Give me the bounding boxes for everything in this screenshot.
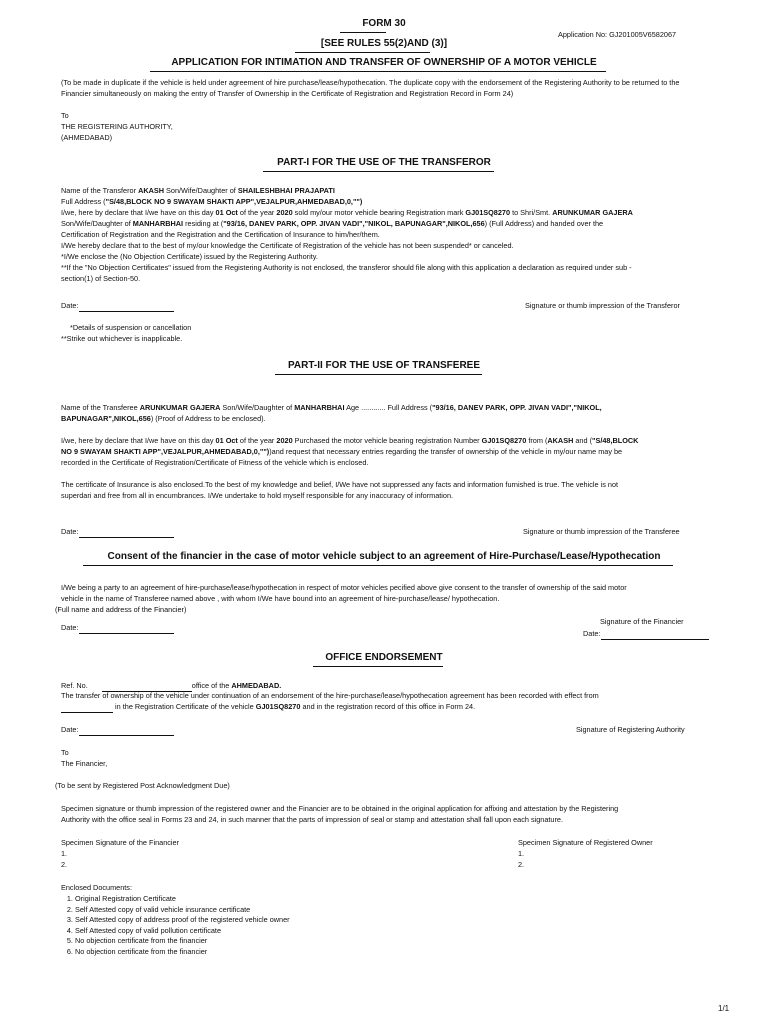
enclosed-item: 2. Self Attested copy of valid vehicle insurance certificate [75, 905, 290, 916]
registering-authority: THE REGISTERING AUTHORITY, [61, 122, 173, 131]
registered-post-note: (To be sent by Registered Post Acknowledgment Due) [55, 781, 230, 790]
application-number: Application No: GJ201005V6582067 [558, 30, 677, 39]
part2-heading: PART-II FOR THE USE OF TRANSFEREE [287, 360, 481, 371]
enclosed-item: 5. No objection certificate from the financier [75, 936, 290, 947]
part1-date: Date: [61, 301, 174, 312]
financier-date2-blank[interactable] [601, 631, 709, 640]
form-title: APPLICATION FOR INTIMATION AND TRANSFER OF OWNERSHIP OF A MOTOR VEHICLE [171, 57, 597, 68]
office-signature-label: Signature of Registering Authority [576, 725, 685, 734]
part2-recorded-line: recorded in the Certificate of Registration/Certificate of Fitness of the vehicle which is enclosed. [61, 458, 369, 467]
part1-address-line: Full Address ("S/48,BLOCK NO 9 SWAYAM SHAKTI APP",VEJALPUR,AHMEDABAD,0,"") [61, 197, 363, 206]
part1-suspension-line: I/We hereby declare that to the best of my/our knowledge the Certificate of Registration of the vehicle has not been suspended* or canceled. [61, 241, 514, 250]
part2-declaration-line: I/we, here by declare that I/we have on this day 01 Oct of the year 2020 Purchased the motor vehicle bearing registration Number GJ01SQ8270 from (AKASH and ("S/48,BLOCK [61, 436, 639, 445]
office-ref-line: Ref. No. office of the AHMEDABAD. [61, 681, 282, 690]
financier-heading-underline [83, 565, 673, 566]
part1-transferor-line: Name of the Transferor AKASH Son/Wife/Daughter of SHAILESHBHAI PRAJAPATI [61, 186, 335, 195]
part1-heading-underline [263, 171, 494, 172]
financier-heading: Consent of the financier in the case of motor vehicle subject to an agreement of Hire-Purchase/Lease/Hypothecation [107, 551, 661, 562]
rules-underline [295, 52, 430, 53]
enclosed-item: 6. No objection certificate from the financier [75, 947, 290, 958]
part1-note-strike: **Strike out whichever is inapplicable. [61, 334, 183, 343]
office-to-label: To [61, 748, 69, 757]
form-title-underline [150, 71, 606, 72]
to-label: To [61, 111, 69, 120]
effect-date-blank[interactable] [61, 704, 113, 713]
transferor-father: SHAILESHBHAI PRAJAPATI [237, 186, 335, 195]
part2-address-line: BAPUNAGAR",NIKOL,656) (Proof of Address to be enclosed). [61, 414, 266, 423]
financier-date2: Date: [583, 629, 709, 640]
part1-note-suspension: *Details of suspension or cancellation [70, 323, 192, 332]
financier-name-address: (Full name and address of the Financier) [55, 605, 187, 614]
specimen-owner-label: Specimen Signature of Registered Owner [518, 838, 653, 847]
part1-noc-note-line: **If the "No Objection Certificates" issued from the Registering Authority is not enclosed, the transferor should file along with this application a declaration as required under sub - [61, 263, 632, 272]
financier-signature-label: Signature of the Financier [600, 617, 684, 626]
office-heading: OFFICE ENDORSEMENT [325, 652, 443, 663]
specimen-instruction-line2: Authority with the office seal in Forms 23 and 24, in such manner that the parts of impression of seal or stamp and attestation shall fall upon each signature. [61, 815, 564, 824]
enclosed-documents-list [61, 894, 290, 957]
office-transfer-line: The transfer of ownership of the vehicle under continuation of an endorsement of the hire-purchase/lease/hypothecation agreement has been recorded with effect from [61, 691, 599, 700]
part1-heading: PART-I FOR THE USE OF THE TRANSFEROR [277, 157, 491, 168]
part1-declaration-line: I/we, here by declare that I/we have on this day 01 Oct of the year 2020 sold my/our motor vehicle bearing Registration mark GJ01SQ8270 to Shri/Smt. ARUNKUMAR GAJERA [61, 208, 633, 217]
transferee-name: ARUNKUMAR GAJERA [139, 403, 221, 412]
intro-text: (To be made in duplicate if the vehicle is held under agreement of hire purchase/lease/hypothecation. The duplicate copy with the endorsement of the Registering Authority to be returned to the Financier simultaneously on making the entry of Transfer of Ownership in the Certificate of Registration and Registration Record in Form 24) [61, 78, 680, 98]
specimen-financier-label: Specimen Signature of the Financier [61, 838, 180, 847]
office-date-blank[interactable] [79, 727, 174, 736]
part1-certification-line: Certification of Registration and the Registration and the Certification of Insurance to him/her/them. [61, 230, 380, 239]
part2-signature-label: Signature or thumb impression of the Transferee [523, 527, 680, 536]
part1-section-line: section(1) of Section-50. [61, 274, 141, 283]
specimen-financier-2: 2. [61, 860, 68, 869]
financier-date: Date: [61, 623, 174, 634]
financier-consent-line1: I/We being a party to an agreement of hire-purchase/lease/hypothecation in respect of motor vehicles pecified above give consent to the transfer of ownership of the said motor [61, 583, 627, 592]
enclosed-item: 4. Self Attested copy of valid pollution certificate [75, 926, 290, 937]
specimen-instruction-line1: Specimen signature or thumb impression of the registered owner and the Financier are to be obtained in the original application for affixing and attestation by the Registering [61, 804, 619, 813]
office-date: Date: [61, 725, 174, 736]
part1-reg-no: GJ01SQ8270 [465, 208, 511, 217]
form-number: FORM 30 [362, 18, 406, 29]
part1-residing-line: Son/Wife/Daughter of MANHARBHAI residing at ("93/16, DANEV PARK, OPP. JIVAN VADI","NIKOL, BAPUNAGAR",NIKOL,656) (Full Address) and handed over the [61, 219, 604, 228]
enclosed-documents-title: Enclosed Documents: [61, 883, 132, 892]
part1-signature-label: Signature or thumb impression of the Transferor [525, 301, 680, 310]
authority-city: (AHMEDABAD) [61, 133, 113, 142]
enclosed-item: 1. Original Registration Certificate [75, 894, 290, 905]
part1-date-blank[interactable] [79, 303, 174, 312]
office-reg-no: GJ01SQ8270 [255, 702, 301, 711]
transferor-address: "S/48,BLOCK NO 9 SWAYAM SHAKTI APP",VEJALPUR,AHMEDABAD,0,"") [105, 197, 363, 206]
office-to-financier: The Financier, [61, 759, 108, 768]
financier-date-blank[interactable] [79, 625, 174, 634]
part2-encumbrance-line: superdari and free from all in encumbrances. I/We undertake to hold myself responsible for any inaccuracy of information. [61, 491, 454, 500]
office-heading-underline [313, 666, 443, 667]
specimen-owner-2: 2. [518, 860, 525, 869]
form-number-underline [340, 32, 386, 33]
page-number: 1/1 [718, 1004, 730, 1013]
specimen-owner-1: 1. [518, 849, 525, 858]
office-registration-line: in the Registration Certificate of the vehicle GJ01SQ8270 and in the registration record of this office in Form 24. [61, 702, 721, 713]
specimen-financier-1: 1. [61, 849, 68, 858]
enclosed-item: 3. Self Attested copy of address proof of the registered vehicle owner [75, 915, 290, 926]
financier-consent-line2: vehicle in the name of Transferee named above , with whom I/We have bound into an agreement of hire-purchase/lease/ hypothecation. [61, 594, 500, 603]
rules-reference: [SEE RULES 55(2)AND (3)] [320, 38, 448, 49]
transferor-name: AKASH [138, 186, 165, 195]
part2-seller-address-line: NO 9 SWAYAM SHAKTI APP",VEJALPUR,AHMEDABAD,0,""))and request that necessary entries regarding the transfer of ownership of the vehicle in my/our name may be [61, 447, 623, 456]
part2-reg-no: GJ01SQ8270 [481, 436, 527, 445]
part2-insurance-line: The certificate of Insurance is also enclosed.To the best of my knowledge and belief, I/We have not suppressed any facts and information furnished is true. The vehicle is not [61, 480, 619, 489]
part2-heading-underline [275, 374, 482, 375]
part2-transferee-line: Name of the Transferee ARUNKUMAR GAJERA Son/Wife/Daughter of MANHARBHAI Age ............ Full Address ("93/16, DANEV PARK, OPP. JIVAN VADI","NIKOL, [61, 403, 602, 412]
part2-date-blank[interactable] [79, 529, 174, 538]
part1-noc-line: *I/We enclose the (No Objection Certificate) issued by the Registering Authority. [61, 252, 318, 261]
part2-date: Date: [61, 527, 174, 538]
